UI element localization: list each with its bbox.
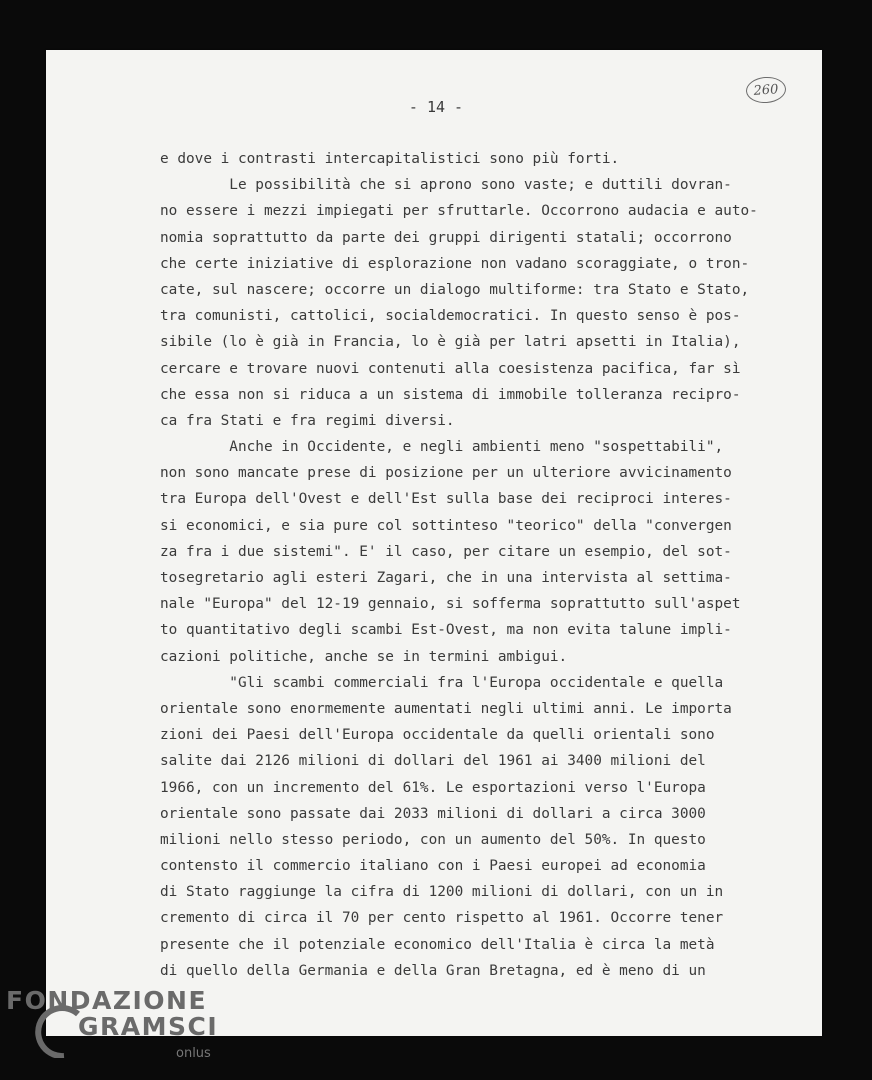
- watermark-line-2: GRAMSCI: [78, 1012, 219, 1041]
- text-line: di quello della Germania e della Gran Bretagna, ed è meno di un: [160, 962, 706, 979]
- text-line: orientale sono enormemente aumentati negli ultimi anni. Le importa: [160, 700, 732, 717]
- watermark-logo: [4, 986, 264, 1076]
- text-line: tra comunisti, cattolici, socialdemocratici. In questo senso è pos-: [160, 308, 741, 325]
- text-line: nale "Europa" del 12-19 gennaio, si sofferma soprattutto sull'aspet: [160, 596, 741, 613]
- text-line: Anche in Occidente, e negli ambienti meno "sospettabili",: [160, 439, 724, 456]
- text-line: zioni dei Paesi dell'Europa occidentale da quelli orientali sono: [160, 727, 715, 744]
- text-line: tosegretario agli esteri Zagari, che in una intervista al settima-: [160, 570, 732, 586]
- text-line: cercare e trovare nuovi contenuti alla coesistenza pacifica, far sì: [160, 360, 741, 377]
- text-line: e dove i contrasti intercapitalistici sono più forti.: [160, 151, 620, 167]
- text-line: salite dai 2126 milioni di dollari del 1961 ai 3400 milioni del: [160, 753, 706, 770]
- text-line: no essere i mezzi impiegati per sfruttarle. Occorrono audacia e auto-: [160, 203, 758, 220]
- page-number: - 14 -: [408, 98, 464, 116]
- text-line: non sono mancate prese di posizione per un ulteriore avvicinamento: [160, 465, 732, 482]
- text-line: cazioni politiche, anche se in termini ambigui.: [160, 648, 568, 665]
- text-line: za fra i due sistemi". E' il caso, per citare un esempio, del sot-: [160, 543, 732, 560]
- text-line: nomia soprattutto da parte dei gruppi dirigenti statali; occorrono: [160, 229, 732, 246]
- text-line: cremento di circa il 70 per cento rispetto al 1961. Occorre tener: [160, 910, 724, 927]
- text-line: 1966, con un incremento del 61%. Le esportazioni verso l'Europa: [160, 779, 706, 796]
- text-line: cate, sul nascere; occorre un dialogo multiforme: tra Stato e Stato,: [160, 281, 750, 298]
- text-line: tra Europa dell'Ovest e dell'Est sulla base dei reciproci interes-: [160, 491, 732, 508]
- text-line: che essa non si riduca a un sistema di immobile tolleranza recipro-: [160, 386, 741, 403]
- body-text: [160, 146, 800, 984]
- text-line: contensto il commercio italiano con i Paesi europei ad economia: [160, 858, 706, 875]
- watermark-line-3: onlus: [176, 1046, 211, 1061]
- watermark-line-1: FONDAZIONE: [6, 986, 208, 1015]
- text-line: milioni nello stesso periodo, con un aumento del 50%. In questo: [160, 831, 706, 848]
- text-line: si economici, e sia pure col sottinteso "teorico" della "convergen: [160, 517, 732, 534]
- text-line: Le possibilità che si aprono sono vaste; e duttili dovran-: [160, 177, 732, 194]
- text-line: che certe iniziative di esplorazione non vadano scoraggiate, o tron-: [160, 255, 750, 272]
- text-line: orientale sono passate dai 2033 milioni di dollari a circa 3000: [160, 805, 706, 822]
- text-line: ca fra Stati e fra regimi diversi.: [160, 412, 455, 429]
- text-line: to quantitativo degli scambi Est-Ovest, ma non evita talune impli-: [160, 622, 732, 639]
- text-line: sibile (lo è già in Francia, lo è già per latri apsetti in Italia),: [160, 334, 741, 351]
- text-line: "Gli scambi commerciali fra l'Europa occidentale e quella: [160, 674, 724, 691]
- archive-stamp: 260: [745, 76, 787, 105]
- text-line: presente che il potenziale economico dell'Italia è circa la metà: [160, 936, 715, 953]
- text-line: di Stato raggiunge la cifra di 1200 milioni di dollari, con un in: [160, 884, 724, 901]
